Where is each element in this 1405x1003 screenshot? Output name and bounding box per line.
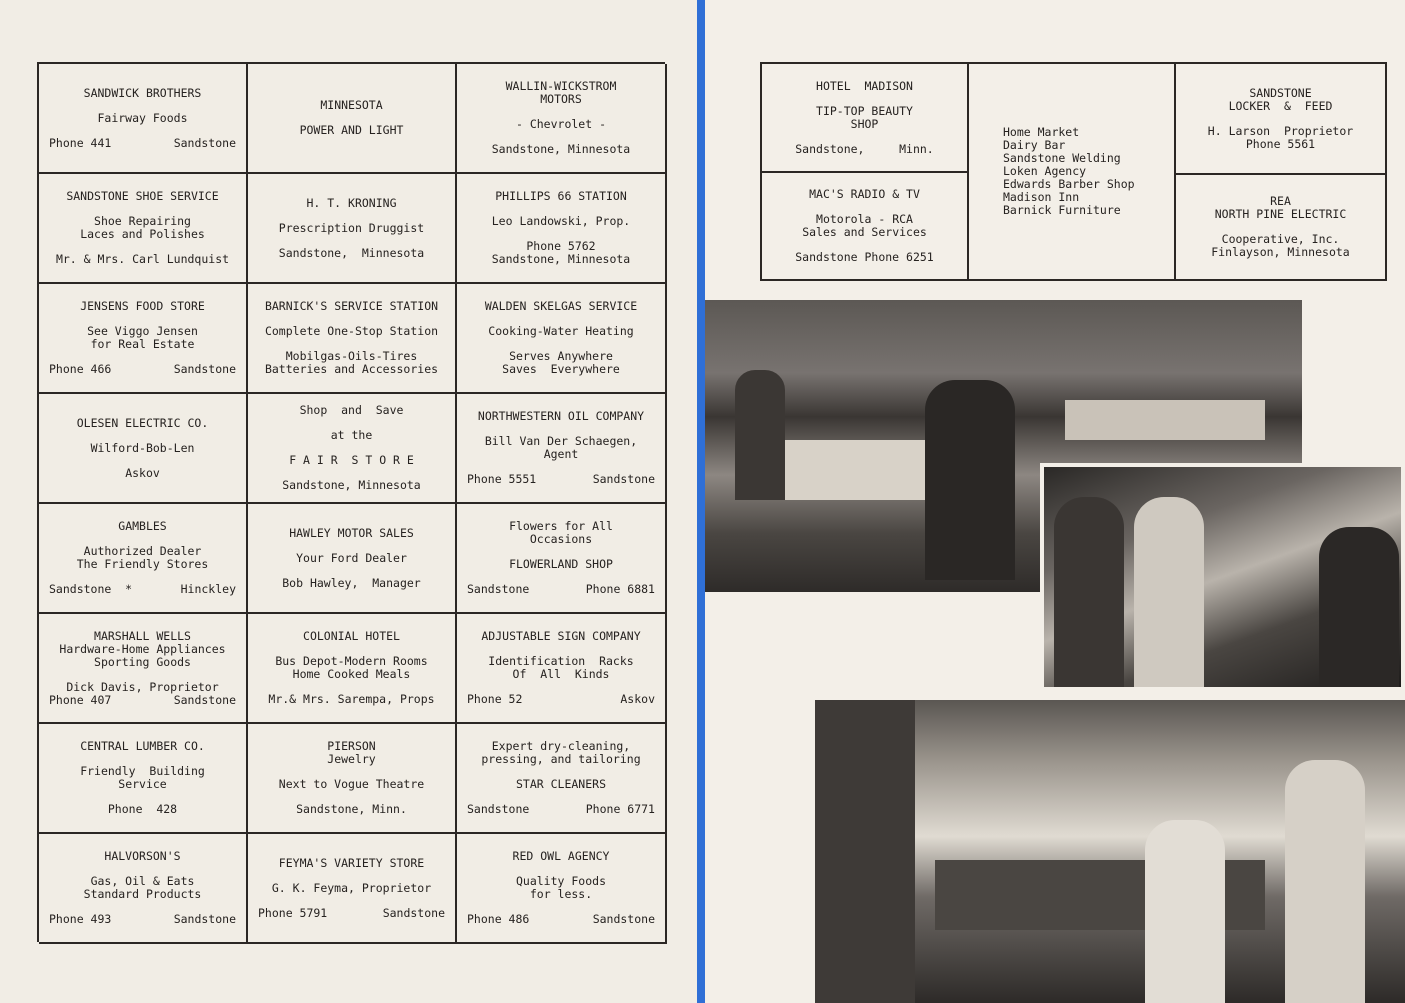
ad-text-line: Mr. & Mrs. Carl Lundquist	[55, 252, 230, 266]
ad-text-line: Sporting Goods	[94, 654, 191, 669]
ad-text-line: Home Market	[1003, 125, 1080, 139]
ad-cell	[457, 614, 667, 724]
ad-text-block	[45, 875, 240, 901]
ad-text-line: Complete One-Stop Station	[264, 324, 439, 338]
ad-text-line: G. K. Feyma, Proprietor	[271, 880, 432, 895]
ad-text-line: COLONIAL HOTEL	[303, 629, 400, 643]
ad-text-block	[1182, 233, 1379, 259]
ad-text-block	[254, 857, 449, 870]
ad-text-block	[463, 630, 659, 643]
ad-text-block	[45, 417, 240, 430]
ad-cell	[39, 614, 248, 724]
ad-text-block	[254, 655, 449, 681]
ad-text-line: Sandstone	[592, 472, 655, 486]
ad-text-line: Jewelry	[327, 752, 376, 766]
ad-text-block	[463, 583, 659, 596]
ad-text-line: Sandstone	[173, 362, 236, 376]
ad-text-line: Phone 493	[49, 912, 112, 926]
ad-text-row	[463, 693, 659, 706]
ad-cell	[457, 64, 667, 174]
ad-text-line: CENTRAL LUMBER CO.	[80, 739, 205, 753]
ad-text-block	[463, 913, 659, 926]
ad-text-block	[463, 325, 659, 338]
ad-text-line: Phone 6881	[585, 582, 655, 596]
ad-text-block	[254, 325, 449, 338]
ad-text-line: PHILLIPS 66 STATION	[495, 189, 627, 203]
ad-text-line: Sandstone	[467, 582, 530, 596]
ad-text-block	[45, 850, 240, 863]
ad-text-line: Leo Landowski, Prop.	[491, 214, 631, 228]
ad-text-block	[1182, 195, 1379, 221]
ad-text-block	[768, 213, 961, 239]
ad-text-line: Sandstone	[592, 912, 655, 926]
ad-text-line: Batteries and Accessories	[264, 362, 439, 376]
ad-text-line: Hinckley	[180, 582, 236, 596]
ad-text-line: Bob Hawley, Manager	[282, 575, 421, 590]
ad-text-line: PIERSON	[327, 739, 376, 753]
ad-text-block	[463, 473, 659, 486]
ad-text-block	[463, 143, 659, 156]
ad-text-block	[254, 222, 449, 235]
ad-text-line: Mr.& Mrs. Sarempa, Props	[268, 692, 435, 706]
ad-text-line: TIP-TOP BEAUTY	[816, 103, 913, 118]
photo-science-lab	[1040, 463, 1405, 691]
ad-text-line: LOCKER & FEED	[1228, 98, 1333, 113]
ad-text-line: RED OWL AGENCY	[512, 849, 610, 863]
ad-cell	[248, 284, 457, 394]
ad-text-line: Barnick Furniture	[1003, 203, 1121, 217]
ad-text-line: at the	[330, 428, 373, 442]
ad-cell	[39, 394, 248, 504]
ad-text-line: Phone 5561	[1245, 136, 1316, 151]
ad-text-line: Phone 486	[467, 912, 530, 926]
ad-text-line: Sandstone, Minn.	[296, 802, 407, 816]
ad-text-line: Wilford-Bob-Len	[90, 440, 195, 455]
ad-text-row	[463, 803, 659, 816]
ad-text-line: Quality Foods	[515, 874, 606, 888]
ad-text-line: Your Ford Dealer	[296, 550, 407, 565]
ad-text-block	[45, 300, 240, 313]
ad-cell	[457, 724, 667, 834]
ad-text-block	[254, 404, 449, 417]
ad-text-line: FEYMA'S VARIETY STORE	[278, 855, 425, 870]
ad-text-block	[463, 300, 659, 313]
ad-text-line: WALLIN-WICKSTROM	[505, 79, 617, 93]
ad-text-block	[45, 190, 240, 203]
ad-text-block	[45, 442, 240, 455]
ad-text-block	[463, 693, 659, 706]
ad-text-block	[463, 410, 659, 423]
ad-text-line: - Chevrolet -	[515, 117, 606, 131]
ad-text-block	[768, 80, 961, 93]
ad-text-block	[45, 467, 240, 480]
ad-text-row	[45, 913, 240, 926]
ad-text-block	[45, 630, 240, 669]
ad-text-block	[463, 740, 659, 766]
ad-text-line: Sandstone Phone 6251	[795, 250, 934, 264]
ad-text-block	[1182, 87, 1379, 113]
ad-text-line: Edwards Barber Shop	[1003, 177, 1135, 191]
ad-text-block	[254, 247, 449, 260]
ad-text-line: Sandstone, Minnesota	[491, 252, 631, 266]
ad-text-block	[45, 681, 240, 707]
ad-text-block	[45, 253, 240, 266]
ad-text-block	[254, 577, 449, 590]
ad-cell	[457, 834, 667, 944]
ad-text-block	[254, 300, 449, 313]
ad-text-row	[463, 583, 659, 596]
page-spine	[697, 0, 705, 1003]
ad-text-line: Flowers for All	[509, 519, 613, 533]
ad-text-line: Madison Inn	[1003, 190, 1080, 204]
ad-text-line: Phone 52	[467, 692, 523, 706]
advertisement-box	[760, 62, 1387, 281]
ad-text-line: Shoe Repairing	[94, 214, 191, 228]
ad-text-line: MOTORS	[540, 92, 582, 106]
ad-text-block	[45, 545, 240, 571]
ad-text-line: Dick Davis, Proprietor	[66, 679, 219, 694]
ad-text-line: pressing, and tailoring	[481, 752, 641, 766]
ad-text-line: SANDSTONE SHOE SERVICE	[66, 189, 219, 203]
ad-text-line: Sandstone Welding	[1003, 151, 1121, 165]
ad-text-line: BARNICK'S SERVICE STATION	[264, 299, 439, 313]
ad-text-block	[463, 240, 659, 266]
ad-text-block	[254, 124, 449, 137]
ad-text-block	[45, 765, 240, 791]
ad-text-block	[254, 454, 449, 467]
ad-text-line: Hardware-Home Appliances	[59, 641, 226, 656]
ad-text-row	[45, 694, 240, 707]
ad-text-row	[45, 137, 240, 150]
ad-text-line: Shop and Save	[299, 403, 404, 417]
ad-text-line: Askov	[620, 692, 655, 706]
ad-text-block	[1003, 126, 1135, 217]
ad-text-line: ADJUSTABLE SIGN COMPANY	[481, 629, 641, 643]
ad-text-block	[254, 778, 449, 791]
ad-text-block	[254, 693, 449, 706]
ad-text-block	[463, 215, 659, 228]
ad-text-block	[768, 143, 961, 156]
ad-text-line: Sandstone	[467, 802, 530, 816]
ad-text-line: OLESEN ELECTRIC CO.	[76, 415, 209, 430]
ad-text-line: Phone 407	[49, 692, 112, 707]
ad-text-line: POWER AND LIGHT	[299, 123, 404, 137]
ad-text-block	[463, 655, 659, 681]
ad-cell	[457, 174, 667, 284]
ad-text-line: MAC'S RADIO & TV	[809, 187, 920, 201]
ad-text-line: Prescription Druggist	[278, 220, 425, 235]
ad-text-line: HALVORSON'S	[104, 849, 181, 863]
ad-text-line: Sandstone *	[49, 582, 133, 596]
ad-text-block	[45, 583, 240, 596]
ad-text-block	[463, 435, 659, 461]
ad-text-line: Occasions	[529, 532, 593, 546]
ad-text-line: Askov	[125, 465, 160, 480]
ad-text-line: Sandstone, Minnesota	[278, 245, 425, 260]
ad-text-line: See Viggo Jensen	[87, 324, 198, 338]
ad-text-line: Sandstone	[173, 135, 236, 150]
ad-text-line: Phone 428	[107, 802, 178, 816]
ad-text-block	[254, 552, 449, 565]
ad-cell	[39, 724, 248, 834]
ad-business-list	[969, 64, 1174, 279]
ad-text-block	[45, 112, 240, 125]
ad-text-block	[254, 350, 449, 376]
ad-text-line: Next to Vogue Theatre	[278, 777, 425, 791]
ad-text-line: Expert dry-cleaning,	[491, 739, 631, 753]
ad-text-block	[45, 363, 240, 376]
ad-text-line: SANDSTONE	[1249, 85, 1312, 100]
ad-text-line: for less.	[529, 887, 593, 901]
ad-text-block	[45, 325, 240, 351]
ad-text-line: Dairy Bar	[1003, 138, 1066, 152]
ad-text-block	[45, 913, 240, 926]
ad-text-line: STAR CLEANERS	[515, 777, 606, 791]
ad-text-line: FLOWERLAND SHOP	[509, 557, 613, 571]
ad-text-block	[463, 778, 659, 791]
ad-text-line: Phone 5791	[258, 905, 328, 920]
ad-text-row	[45, 363, 240, 376]
ad-cell	[39, 284, 248, 394]
ad-text-line: Friendly Building	[80, 764, 205, 778]
ad-text-block	[463, 80, 659, 106]
photo-typing-class	[815, 700, 1405, 1003]
ad-cell	[248, 504, 457, 614]
ad-text-block	[254, 803, 449, 816]
ad-text-line: F A I R S T O R E	[289, 453, 414, 467]
ad-text-line: Sandstone	[382, 905, 445, 920]
ad-text-line: Phone 5551	[467, 472, 537, 486]
ad-text-line: HOTEL MADISON	[816, 78, 913, 93]
ad-text-block	[254, 99, 449, 112]
ad-text-line: Bill Van Der Schaegen,	[484, 434, 638, 448]
ad-text-line: MARSHALL WELLS	[94, 628, 191, 643]
ad-text-line: HAWLEY MOTOR SALES	[289, 525, 414, 540]
ad-text-line: MINNESOTA	[320, 98, 383, 112]
ad-text-block	[254, 882, 449, 895]
ad-text-line: Service	[118, 777, 167, 791]
ad-text-block	[768, 188, 961, 201]
ad-text-block	[463, 803, 659, 816]
ad-text-line: JENSENS FOOD STORE	[80, 299, 205, 313]
ad-text-line: Agent	[543, 447, 579, 461]
ad-text-row	[45, 583, 240, 596]
ad-text-line: Cooking-Water Heating	[488, 324, 634, 338]
ad-sandstone-locker	[1176, 64, 1385, 173]
ad-text-line: Gas, Oil & Eats	[90, 874, 195, 888]
ad-text-row	[254, 907, 449, 920]
ad-text-block	[463, 350, 659, 376]
ad-text-line: Phone 6771	[585, 802, 655, 816]
ad-cell	[39, 64, 248, 174]
ad-text-line: GAMBLES	[118, 519, 167, 533]
ad-text-line: Identification Racks	[488, 654, 634, 668]
ad-cell	[39, 174, 248, 284]
ad-text-line: The Friendly Stores	[76, 557, 209, 571]
ad-text-line: Phone 441	[49, 135, 112, 150]
ad-text-line: Phone 466	[49, 362, 112, 376]
ad-text-line: Cooperative, Inc.	[1221, 232, 1340, 246]
ad-text-line: Sandstone, Minnesota	[491, 142, 631, 156]
ad-text-block	[45, 803, 240, 816]
ad-text-block	[254, 907, 449, 920]
ad-text-line: SHOP	[850, 116, 879, 131]
ad-text-block	[1182, 125, 1379, 151]
advertisement-grid	[37, 62, 665, 942]
ad-text-line: Motorola - RCA	[816, 212, 913, 226]
ad-cell	[457, 504, 667, 614]
ad-text-line: Standard Products	[83, 887, 202, 901]
ad-text-block	[254, 630, 449, 643]
ad-cell	[457, 284, 667, 394]
ad-text-line: Sales and Services	[802, 225, 927, 239]
ad-text-line: Sandstone, Minn.	[795, 141, 934, 156]
ad-text-block	[254, 197, 449, 210]
ad-text-block	[45, 740, 240, 753]
ad-text-line: Fairway Foods	[97, 110, 188, 125]
ad-text-line: Loken Agency	[1003, 164, 1087, 178]
ad-text-block	[463, 875, 659, 901]
ad-macs-radio	[762, 173, 967, 279]
ad-text-line: Authorized Dealer	[83, 544, 202, 558]
ad-text-line: Home Cooked Meals	[292, 667, 411, 681]
ad-rea-electric	[1176, 175, 1385, 279]
ad-text-line: Finlayson, Minnesota	[1211, 245, 1350, 259]
ad-text-line: Sandstone	[173, 912, 236, 926]
ad-text-line: NORTH PINE ELECTRIC	[1214, 207, 1347, 221]
ad-cell	[457, 394, 667, 504]
ad-text-line: Bus Depot-Modern Rooms	[275, 654, 428, 668]
ad-text-block	[254, 740, 449, 766]
ad-text-line: Saves Everywhere	[502, 362, 620, 376]
ad-text-block	[45, 87, 240, 100]
ad-cell	[248, 614, 457, 724]
ad-text-line: H. T. KRONING	[306, 195, 397, 210]
ad-text-line: Mobilgas-Oils-Tires	[285, 349, 418, 363]
ad-text-line: NORTHWESTERN OIL COMPANY	[477, 409, 645, 423]
ad-text-block	[768, 105, 961, 131]
ad-text-line: Of All Kinds	[512, 667, 610, 681]
ad-text-line: WALDEN SKELGAS SERVICE	[484, 299, 638, 313]
ad-cell	[248, 834, 457, 944]
ad-cell	[39, 834, 248, 944]
ad-text-row	[463, 473, 659, 486]
ad-cell	[248, 394, 457, 504]
ad-text-block	[463, 118, 659, 131]
ad-text-block	[768, 251, 961, 264]
ad-text-block	[254, 527, 449, 540]
ad-text-block	[45, 520, 240, 533]
ad-text-block	[463, 520, 659, 546]
ad-text-block	[254, 479, 449, 492]
ad-text-block	[463, 190, 659, 203]
ad-text-line: Serves Anywhere	[509, 349, 613, 363]
ad-cell	[39, 504, 248, 614]
ad-text-line: Laces and Polishes	[80, 227, 205, 241]
ad-cell	[248, 64, 457, 174]
ad-text-line: for Real Estate	[90, 337, 195, 351]
ad-text-line: SANDWICK BROTHERS	[83, 85, 202, 100]
ad-cell	[248, 174, 457, 284]
ad-text-line: H. Larson Proprietor	[1207, 123, 1354, 138]
ad-text-line: Sandstone, Minnesota	[282, 478, 421, 492]
ad-text-line: Phone 5762	[526, 239, 596, 253]
ad-hotel-madison	[762, 64, 967, 171]
ad-text-row	[463, 913, 659, 926]
ad-text-line: Sandstone	[173, 692, 236, 707]
ad-cell	[248, 724, 457, 834]
ad-text-line: REA	[1270, 194, 1291, 208]
ad-text-block	[45, 137, 240, 150]
ad-text-block	[463, 558, 659, 571]
ad-text-block	[45, 215, 240, 241]
ad-text-block	[463, 850, 659, 863]
ad-text-block	[254, 429, 449, 442]
